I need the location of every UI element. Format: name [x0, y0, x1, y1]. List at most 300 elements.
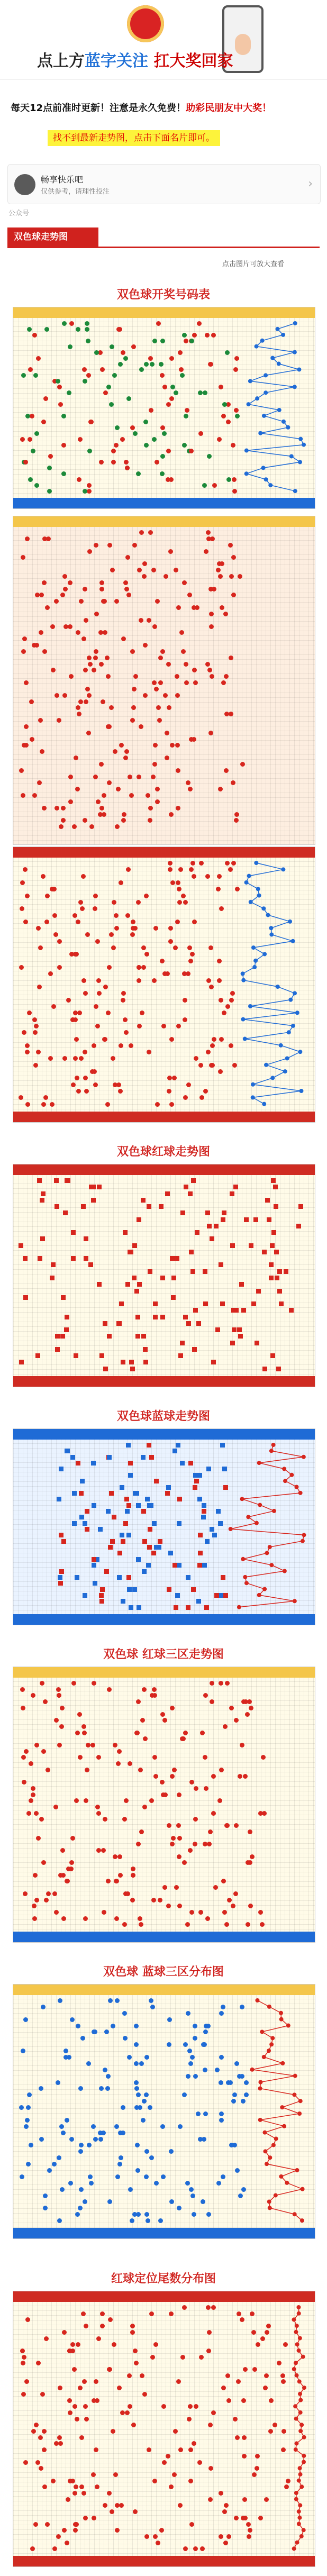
- zoom-hint: 点击图片可放大查看: [222, 260, 285, 268]
- trend-ball: [32, 1904, 37, 1908]
- trend-point: [291, 939, 295, 943]
- trend-point: [298, 2410, 303, 2415]
- trend-ball: [217, 561, 222, 566]
- trend-ball: [230, 1191, 234, 1196]
- trend-point: [280, 2105, 284, 2109]
- trend-point: [299, 2423, 304, 2427]
- trend-ball: [116, 1761, 121, 1766]
- trend-ball: [207, 1842, 212, 1846]
- trend-point: [298, 437, 303, 441]
- trend-ball: [152, 1755, 157, 1760]
- account-card[interactable]: [7, 164, 321, 204]
- trend-ball: [183, 1731, 188, 1735]
- trend-ball: [249, 1706, 253, 1710]
- trend-ball: [81, 636, 86, 641]
- red-envelope-icon: [127, 5, 164, 42]
- trend-point: [293, 385, 297, 389]
- trend-point: [274, 2193, 278, 2198]
- trend-point: [270, 356, 275, 360]
- trend-ball: [214, 1224, 219, 1228]
- trend-point: [293, 350, 297, 354]
- trend-ball: [61, 1873, 66, 1878]
- trend-ball: [231, 1904, 235, 1908]
- trend-point: [257, 1593, 261, 1597]
- trend-ball: [206, 530, 211, 535]
- trend-ball: [253, 1217, 258, 1222]
- trend-ball: [39, 630, 43, 635]
- chart-header: [13, 1667, 315, 1678]
- trend-ball: [94, 612, 99, 616]
- trend-ball: [222, 1210, 226, 1215]
- trend-ball: [174, 1885, 179, 1890]
- trend-ball: [190, 1269, 195, 1274]
- trend-ball: [32, 793, 37, 798]
- trend-ball: [22, 636, 27, 641]
- trend-ball: [141, 1198, 146, 1203]
- trend-ball: [106, 724, 111, 729]
- trend-ball: [66, 1178, 70, 1183]
- trend-ball: [23, 1256, 28, 1261]
- trend-point: [294, 2491, 298, 2495]
- chart-image-2[interactable]: [13, 1164, 315, 1387]
- trend-ball: [147, 618, 151, 623]
- trend-ball: [60, 593, 65, 597]
- trend-ball: [134, 1289, 139, 1294]
- trend-ball: [99, 587, 104, 591]
- trend-point: [258, 431, 262, 435]
- trend-ball: [205, 662, 210, 667]
- trend-ball: [84, 618, 88, 623]
- chart-title-4: 双色球 红球三区走势图: [103, 1648, 224, 1661]
- trend-ball: [175, 693, 180, 698]
- trend-point: [301, 1539, 305, 1543]
- trend-ball: [152, 624, 157, 629]
- chart-image-6[interactable]: [13, 2291, 315, 2567]
- trend-ball: [46, 1891, 51, 1896]
- trend-ball: [113, 749, 117, 754]
- trend-ball: [107, 1334, 112, 1339]
- trend-ball: [151, 775, 156, 779]
- trend-ball: [61, 1295, 66, 1300]
- trend-point: [255, 1521, 259, 1525]
- trend-ball: [103, 1367, 108, 1371]
- trend-ball: [162, 1885, 167, 1890]
- trend-point: [294, 2497, 298, 2501]
- trend-ball: [155, 599, 160, 604]
- trend-ball: [137, 1217, 141, 1222]
- trend-ball: [32, 1916, 37, 1921]
- trend-point: [287, 1030, 291, 1034]
- trend-ball: [94, 543, 98, 548]
- trend-point: [262, 952, 267, 956]
- trend-ball: [69, 1860, 74, 1865]
- trend-ball: [152, 680, 157, 685]
- trend-ball: [219, 1681, 223, 1686]
- trend-ball: [83, 1916, 88, 1921]
- trend-ball: [60, 1334, 65, 1339]
- trend-ball: [275, 1276, 279, 1280]
- trend-ball: [208, 1829, 213, 1834]
- trend-ball: [181, 649, 186, 654]
- trend-ball: [83, 668, 88, 672]
- trend-ball: [160, 1780, 165, 1785]
- trend-point: [262, 414, 266, 418]
- trend-ball: [68, 799, 73, 804]
- trend-ball: [29, 1761, 33, 1766]
- trend-ball: [162, 1718, 167, 1723]
- trend-ball: [43, 1699, 48, 1704]
- trend-point: [295, 1011, 299, 1015]
- trend-ball: [229, 1706, 234, 1710]
- trend-ball: [229, 574, 234, 579]
- trend-ball: [139, 724, 143, 729]
- trend-ball: [243, 1774, 248, 1779]
- trend-ball: [205, 1916, 210, 1921]
- trend-point: [264, 477, 268, 481]
- trend-point: [297, 2349, 301, 2353]
- trend-ball: [54, 693, 59, 698]
- trend-point: [268, 2206, 272, 2210]
- trend-ball: [176, 806, 180, 811]
- trend-ball: [165, 755, 169, 760]
- trend-ball: [210, 674, 214, 679]
- trend-point: [262, 1587, 267, 1591]
- trend-ball: [24, 743, 29, 748]
- trend-ball: [247, 1699, 252, 1704]
- trend-ball: [54, 1910, 59, 1915]
- trend-ball: [238, 574, 242, 579]
- chart-image-5[interactable]: [13, 1984, 315, 2239]
- trend-ball: [93, 656, 98, 660]
- trend-ball: [205, 1210, 210, 1215]
- trend-ball: [159, 1204, 164, 1209]
- trend-ball: [61, 818, 66, 823]
- trend-ball: [277, 1289, 282, 1294]
- trend-ball: [84, 699, 88, 704]
- trend-point: [264, 373, 268, 377]
- trend-point: [298, 2429, 303, 2433]
- trend-ball: [106, 674, 111, 679]
- trend-ball: [69, 674, 74, 679]
- trend-ball: [239, 1282, 244, 1287]
- trend-point: [302, 1533, 306, 1537]
- trend-ball: [132, 1243, 137, 1248]
- trend-ball: [171, 1295, 176, 1300]
- trend-point: [295, 2324, 299, 2328]
- trend-ball: [211, 1774, 216, 1779]
- trend-ball: [74, 1798, 79, 1803]
- trend-point: [298, 2336, 302, 2341]
- trend-point: [293, 2074, 297, 2078]
- trend-point: [254, 861, 258, 865]
- trend-ball: [207, 1224, 212, 1228]
- trend-ball: [224, 674, 229, 679]
- chevron-right-icon: ›: [308, 177, 313, 190]
- trend-point: [298, 1050, 302, 1054]
- trend-ball: [155, 799, 160, 804]
- trend-point: [258, 2086, 262, 2090]
- trend-ball: [42, 536, 47, 541]
- trend-ball: [148, 806, 153, 811]
- trend-ball: [38, 1256, 42, 1261]
- trend-ball: [129, 1250, 133, 1254]
- trend-ball: [227, 1898, 232, 1903]
- trend-ball: [55, 1347, 60, 1352]
- trend-ball: [91, 1198, 96, 1203]
- chart-image-3[interactable]: [13, 1428, 315, 1625]
- trend-ball: [279, 1301, 284, 1306]
- trend-point: [257, 894, 261, 898]
- trend-line: [13, 1429, 315, 1625]
- trend-ball: [96, 1811, 101, 1816]
- trend-ball: [53, 1805, 58, 1809]
- trend-ball: [149, 1798, 154, 1803]
- trend-ball: [129, 793, 134, 798]
- trend-ball: [19, 768, 24, 773]
- trend-ball: [141, 1334, 146, 1339]
- trend-ball: [170, 1706, 175, 1710]
- trend-ball: [95, 1805, 100, 1809]
- trend-ball: [298, 1204, 303, 1209]
- trend-ball: [40, 749, 44, 754]
- trend-ball: [196, 1321, 201, 1326]
- trend-point: [295, 2541, 299, 2545]
- trend-ball: [24, 680, 29, 685]
- trend-ball: [223, 1724, 228, 1729]
- trend-ball: [121, 1360, 125, 1364]
- trend-ball: [132, 687, 137, 691]
- trend-ball: [224, 768, 229, 773]
- trend-point: [295, 2373, 299, 2378]
- trend-ball: [46, 1768, 50, 1772]
- trend-ball: [96, 1848, 101, 1853]
- trend-ball: [195, 605, 199, 610]
- trend-ball: [133, 674, 138, 679]
- trend-point: [279, 2011, 283, 2015]
- trend-point: [298, 2466, 302, 2470]
- account-desc: 仅供参考，请理性投注: [41, 188, 110, 196]
- top-banner: [0, 0, 327, 80]
- trend-point: [297, 2522, 301, 2526]
- trend-ball: [42, 580, 47, 585]
- trend-ball: [188, 1848, 193, 1853]
- trend-ball: [54, 1718, 59, 1723]
- trend-ball: [68, 580, 72, 585]
- trend-ball: [220, 1301, 225, 1306]
- trend-ball: [195, 1230, 199, 1235]
- trend-ball: [171, 1836, 176, 1841]
- trend-point: [243, 1037, 247, 1041]
- trend-ball: [211, 1360, 216, 1364]
- trend-ball: [130, 1898, 135, 1903]
- trend-ball: [154, 687, 159, 691]
- trend-ball: [31, 1786, 35, 1791]
- trend-ball: [155, 787, 160, 791]
- trend-point: [296, 2305, 301, 2309]
- trend-ball: [99, 580, 104, 585]
- trend-ball: [121, 636, 126, 641]
- trend-ball: [208, 731, 213, 735]
- trend-ball: [109, 705, 114, 710]
- trend-point: [244, 449, 249, 453]
- trend-ball: [59, 824, 63, 829]
- trend-point: [250, 2068, 255, 2072]
- trend-ball: [184, 662, 188, 667]
- trend-point: [262, 2055, 266, 2059]
- trend-ball: [40, 1681, 44, 1686]
- trend-point: [301, 2355, 305, 2359]
- trend-point: [241, 1557, 245, 1561]
- trend-ball: [169, 812, 174, 817]
- trend-ball: [83, 587, 87, 591]
- trend-ball: [35, 593, 40, 597]
- trend-ball: [85, 1768, 89, 1772]
- follow-slogan: 点上方蓝字关注 扛大奖回家: [37, 52, 233, 70]
- trend-ball: [143, 693, 148, 698]
- trend-ball: [105, 656, 110, 660]
- trend-point: [298, 460, 302, 464]
- trend-ball: [142, 1805, 147, 1809]
- trend-ball: [39, 593, 44, 597]
- chart-image-4[interactable]: [13, 1667, 315, 1943]
- trend-point: [258, 2080, 262, 2085]
- trend-point: [272, 1509, 276, 1513]
- trend-ball: [267, 1217, 271, 1222]
- trend-point: [274, 2137, 278, 2141]
- trend-ball: [136, 1842, 141, 1846]
- chart-image-1[interactable]: [13, 307, 315, 509]
- trend-ball: [117, 1854, 122, 1859]
- trend-ball: [130, 1367, 135, 1371]
- trend-ball: [262, 1367, 267, 1371]
- trend-ball: [57, 1693, 61, 1698]
- trend-ball: [33, 1873, 38, 1878]
- trend-point: [286, 2024, 290, 2028]
- trend-ball: [182, 580, 187, 585]
- trend-point: [267, 2199, 271, 2204]
- trend-ball: [139, 1922, 143, 1927]
- trend-ball: [85, 687, 90, 691]
- trend-ball: [137, 568, 142, 572]
- trend-ball: [57, 1743, 62, 1747]
- trend-point: [298, 2398, 303, 2402]
- trend-ball: [230, 1341, 235, 1345]
- chart-image-1b[interactable]: [13, 516, 315, 845]
- trend-point: [280, 2061, 285, 2065]
- trend-ball: [256, 1289, 261, 1294]
- trend-ball: [71, 1681, 76, 1686]
- trend-line: [13, 1985, 315, 2238]
- trend-ball: [170, 1256, 175, 1261]
- follow-highlight[interactable]: 蓝字关注: [85, 52, 148, 70]
- trend-ball: [103, 1321, 107, 1326]
- trend-ball: [41, 1860, 46, 1865]
- trend-ball: [221, 1217, 225, 1222]
- trend-ball: [174, 568, 178, 572]
- trend-point: [281, 333, 285, 337]
- trend-ball: [97, 1185, 102, 1189]
- trend-ball: [177, 1854, 181, 1859]
- trend-point: [249, 900, 253, 904]
- trend-point: [248, 1004, 252, 1008]
- trend-point: [289, 454, 294, 458]
- trend-ball: [188, 1191, 193, 1196]
- trend-ball: [258, 1811, 263, 1816]
- trend-ball: [160, 649, 165, 654]
- trend-ball: [218, 574, 223, 579]
- trend-ball: [87, 549, 92, 554]
- account-name: 畅享快乐吧: [41, 175, 84, 185]
- trend-point: [299, 1089, 303, 1093]
- trend-ball: [203, 1693, 208, 1698]
- trend-ball: [102, 599, 107, 604]
- trend-ball: [148, 818, 152, 823]
- chart-title-5: 双色球 蓝球三区分布图: [103, 1965, 224, 1979]
- trend-line: [13, 307, 315, 508]
- trend-ball: [238, 1774, 242, 1779]
- trend-ball: [158, 680, 163, 685]
- chart-image-1c[interactable]: [13, 846, 315, 1123]
- trend-ball: [116, 1321, 121, 1326]
- trend-point: [270, 1076, 275, 1080]
- trend-ball: [51, 668, 56, 672]
- trend-ball: [184, 680, 189, 685]
- trend-ball: [63, 587, 68, 591]
- trend-ball: [192, 668, 197, 672]
- trend-point: [247, 874, 251, 878]
- trend-ball: [237, 1327, 242, 1332]
- trend-ball: [164, 574, 168, 579]
- trend-ball: [82, 1731, 87, 1735]
- trend-ball: [20, 1687, 25, 1692]
- trend-point: [302, 2386, 306, 2390]
- trend-ball: [44, 1898, 49, 1903]
- trend-line: [13, 2291, 315, 2566]
- trend-ball: [90, 1743, 95, 1747]
- trend-point: [243, 1575, 247, 1579]
- trend-ball: [96, 799, 101, 804]
- hand-icon: [235, 34, 251, 55]
- trend-point: [240, 1497, 244, 1501]
- trend-ball: [270, 1353, 275, 1358]
- trend-ball: [87, 693, 92, 698]
- trend-point: [264, 390, 268, 395]
- chart-footer: [13, 1932, 315, 1942]
- account-type-label: 公众号: [8, 210, 30, 217]
- trend-ball: [37, 780, 42, 785]
- trend-ball: [139, 1829, 144, 1834]
- trend-ball: [136, 1699, 141, 1704]
- trend-ball: [220, 605, 224, 610]
- trend-ball: [71, 1256, 76, 1261]
- trend-ball: [61, 1916, 66, 1921]
- trend-point: [292, 2546, 296, 2551]
- trend-point: [281, 867, 285, 871]
- trend-point: [265, 2162, 269, 2166]
- trend-ball: [61, 806, 66, 811]
- trend-ball: [103, 630, 107, 635]
- trend-ball: [74, 1353, 78, 1358]
- trend-point: [294, 2361, 298, 2365]
- trend-ball: [122, 1922, 127, 1927]
- trend-ball: [221, 680, 226, 685]
- trend-ball: [107, 1687, 112, 1692]
- trend-ball: [221, 1879, 226, 1883]
- trend-ball: [158, 656, 163, 660]
- trend-ball: [107, 780, 112, 785]
- trend-point: [283, 1479, 287, 1483]
- trend-ball: [175, 674, 179, 679]
